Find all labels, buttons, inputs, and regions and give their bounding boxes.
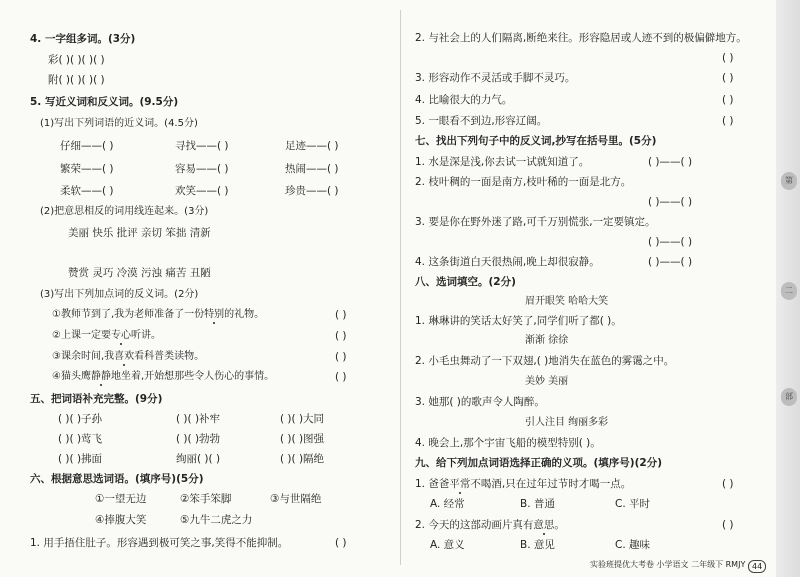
synonym-item: 仔细——( ) [60,140,114,152]
word-choices: 引人注目 绚丽多彩 [525,417,609,428]
match-top-words: 美丽 快乐 批评 亲切 笨拙 清新 [68,227,211,239]
option-item: ①一望无边 [95,493,147,505]
answer-blank[interactable]: ( ) [335,330,347,342]
side-tab: 部 [781,388,797,406]
answer-blank[interactable]: ( ) [722,52,734,64]
choice-option: A. 意义 [430,539,465,551]
antonym-blank[interactable]: ( )——( ) [648,156,693,168]
option-item: ②笨手笨脚 [180,493,232,505]
match-bottom-words: 赞赏 灵巧 冷漠 污浊 痛苦 丑陋 [68,267,211,279]
q4-row-1: 彩( )( )( )( ) [48,54,105,66]
section-9-title: 九、给下列加点词语选择正确的义项。(填序号)(2分) [415,457,663,469]
side-tab: 二 [781,282,797,300]
antonym-blank[interactable]: ( )——( ) [648,196,693,208]
fill-sentence: 1. 琳琳讲的笑话太好笑了,同学们听了都( )。 [415,315,622,327]
synonym-item: 柔软——( ) [60,185,114,197]
page-number: 44 [748,560,766,573]
choice-option: B. 意见 [520,539,555,551]
answer-blank[interactable]: ( ) [335,351,347,363]
word-choices: 眉开眼笑 哈哈大笑 [525,296,609,307]
fill-sentence: 3. 她那( )的歌声令人陶醉。 [415,396,545,408]
s6-question-3: 3. 形容动作不灵活或手脚不灵巧。 [415,72,576,84]
s6-question-1: 1. 用手捂住肚子。形容遇到极可笑之事,笑得不能抑制。 [30,537,289,549]
answer-blank[interactable]: ( ) [722,72,734,84]
s6-question-4: 4. 比喻很大的力气。 [415,94,513,106]
idiom-item: ( )( )子孙 [58,413,103,425]
s7-item: 2. 枝叶稠的一面是南方,枝叶稀的一面是北方。 [415,176,632,188]
synonym-item: 热闹——( ) [285,163,339,175]
s6-question-5: 5. 一眼看不到边,形容辽阔。 [415,115,548,127]
word-choices: 美妙 美丽 [525,376,569,387]
answer-blank[interactable]: ( ) [335,309,347,321]
s7-item: 1. 水是深是浅,你去试一试就知道了。 [415,156,590,168]
synonym-item: 珍贵——( ) [285,185,339,197]
answer-blank[interactable]: ( ) [722,94,734,106]
choice-option: C. 平时 [615,498,651,510]
antonym-item: ③课余时间,我喜欢看科普类读物。 [52,351,205,362]
option-item: ③与世隔绝 [270,493,322,505]
idiom-item: ( )( )隔绝 [280,453,325,465]
column-divider [400,10,401,565]
s7-item: 4. 这条街道白天很热闹,晚上却很寂静。 [415,256,600,268]
answer-blank[interactable]: ( ) [722,115,734,127]
section-8-title: 八、选词填空。(2分) [415,276,516,288]
word-choices: 渐渐 徐徐 [525,335,569,346]
choice-option: B. 普通 [520,498,555,510]
antonym-blank[interactable]: ( )——( ) [648,256,693,268]
s7-item: 3. 要是你在野外迷了路,可千万别慌张,一定要镇定。 [415,216,656,228]
idiom-item: ( )( )勃勃 [176,433,221,445]
idiom-item: ( )( )大同 [280,413,325,425]
answer-blank[interactable]: ( ) [722,478,734,490]
synonym-item: 繁荣——( ) [60,163,114,175]
synonym-item: 足迹——( ) [285,140,339,152]
answer-blank[interactable]: ( ) [722,519,734,531]
antonym-item: ④猫头鹰静静地坐着,开始想那些令人伤心的事情。 [52,371,275,382]
section-6-title: 六、根据意思选词语。(填序号)(5分) [30,473,204,485]
s9-question-2: 2. 今天的这部动画片真有意思。 [415,519,565,531]
synonym-item: 容易——( ) [175,163,229,175]
idiom-item: ( )( )莺飞 [58,433,103,445]
antonym-item: ①教师节到了,我为老师准备了一份特别的礼物。 [52,309,265,320]
side-tab: 第 [781,172,797,190]
option-item: ④捧腹大笑 [95,514,147,526]
q5-title: 5. 写近义词和反义词。(9.5分) [30,96,179,108]
antonym-item: ②上课一定要专心听讲。 [52,330,161,341]
q4-row-2: 附( )( )( )( ) [48,74,105,86]
idiom-item: 绚丽( )( ) [176,453,221,465]
section-7-title: 七、找出下列句子中的反义词,抄写在括号里。(5分) [415,135,657,147]
antonym-blank[interactable]: ( )——( ) [648,236,693,248]
option-item: ⑤九牛二虎之力 [180,514,253,526]
idiom-item: ( )( )图强 [280,433,325,445]
synonym-item: 寻找——( ) [175,140,229,152]
q5-part2-title: (2)把意思相反的词用线连起来。(3分) [40,206,209,217]
section-5-title: 五、把词语补充完整。(9分) [30,393,163,405]
answer-blank[interactable]: ( ) [335,537,347,549]
fill-sentence: 2. 小毛虫舞动了一下双翅,( )地消失在蓝色的雾霭之中。 [415,355,675,367]
idiom-item: ( )( )补牢 [176,413,221,425]
choice-option: C. 趣味 [615,539,651,551]
q5-part1-title: (1)写出下列词语的近义词。(4.5分) [40,118,198,129]
idiom-item: ( )( )拂面 [58,453,103,465]
q5-part3-title: (3)写出下列加点词的反义词。(2分) [40,289,199,300]
q4-title: 4. 一字组多词。(3分) [30,33,136,45]
answer-blank[interactable]: ( ) [335,371,347,383]
s9-question-1: 1. 爸爸平常不喝酒,只在过年过节时才喝一点。 [415,478,632,490]
footer-text: 实验班提优大考卷 小学语文 二年级下 RMJY [590,560,746,569]
choice-option: A. 经常 [430,498,465,510]
fill-sentence: 4. 晚会上,那个宇宙飞船的模型特别( )。 [415,437,601,449]
s6-question-2: 2. 与社会上的人们隔离,断绝来往。形容隐居或人迹不到的极偏僻地方。 [415,32,747,44]
synonym-item: 欢笑——( ) [175,185,229,197]
